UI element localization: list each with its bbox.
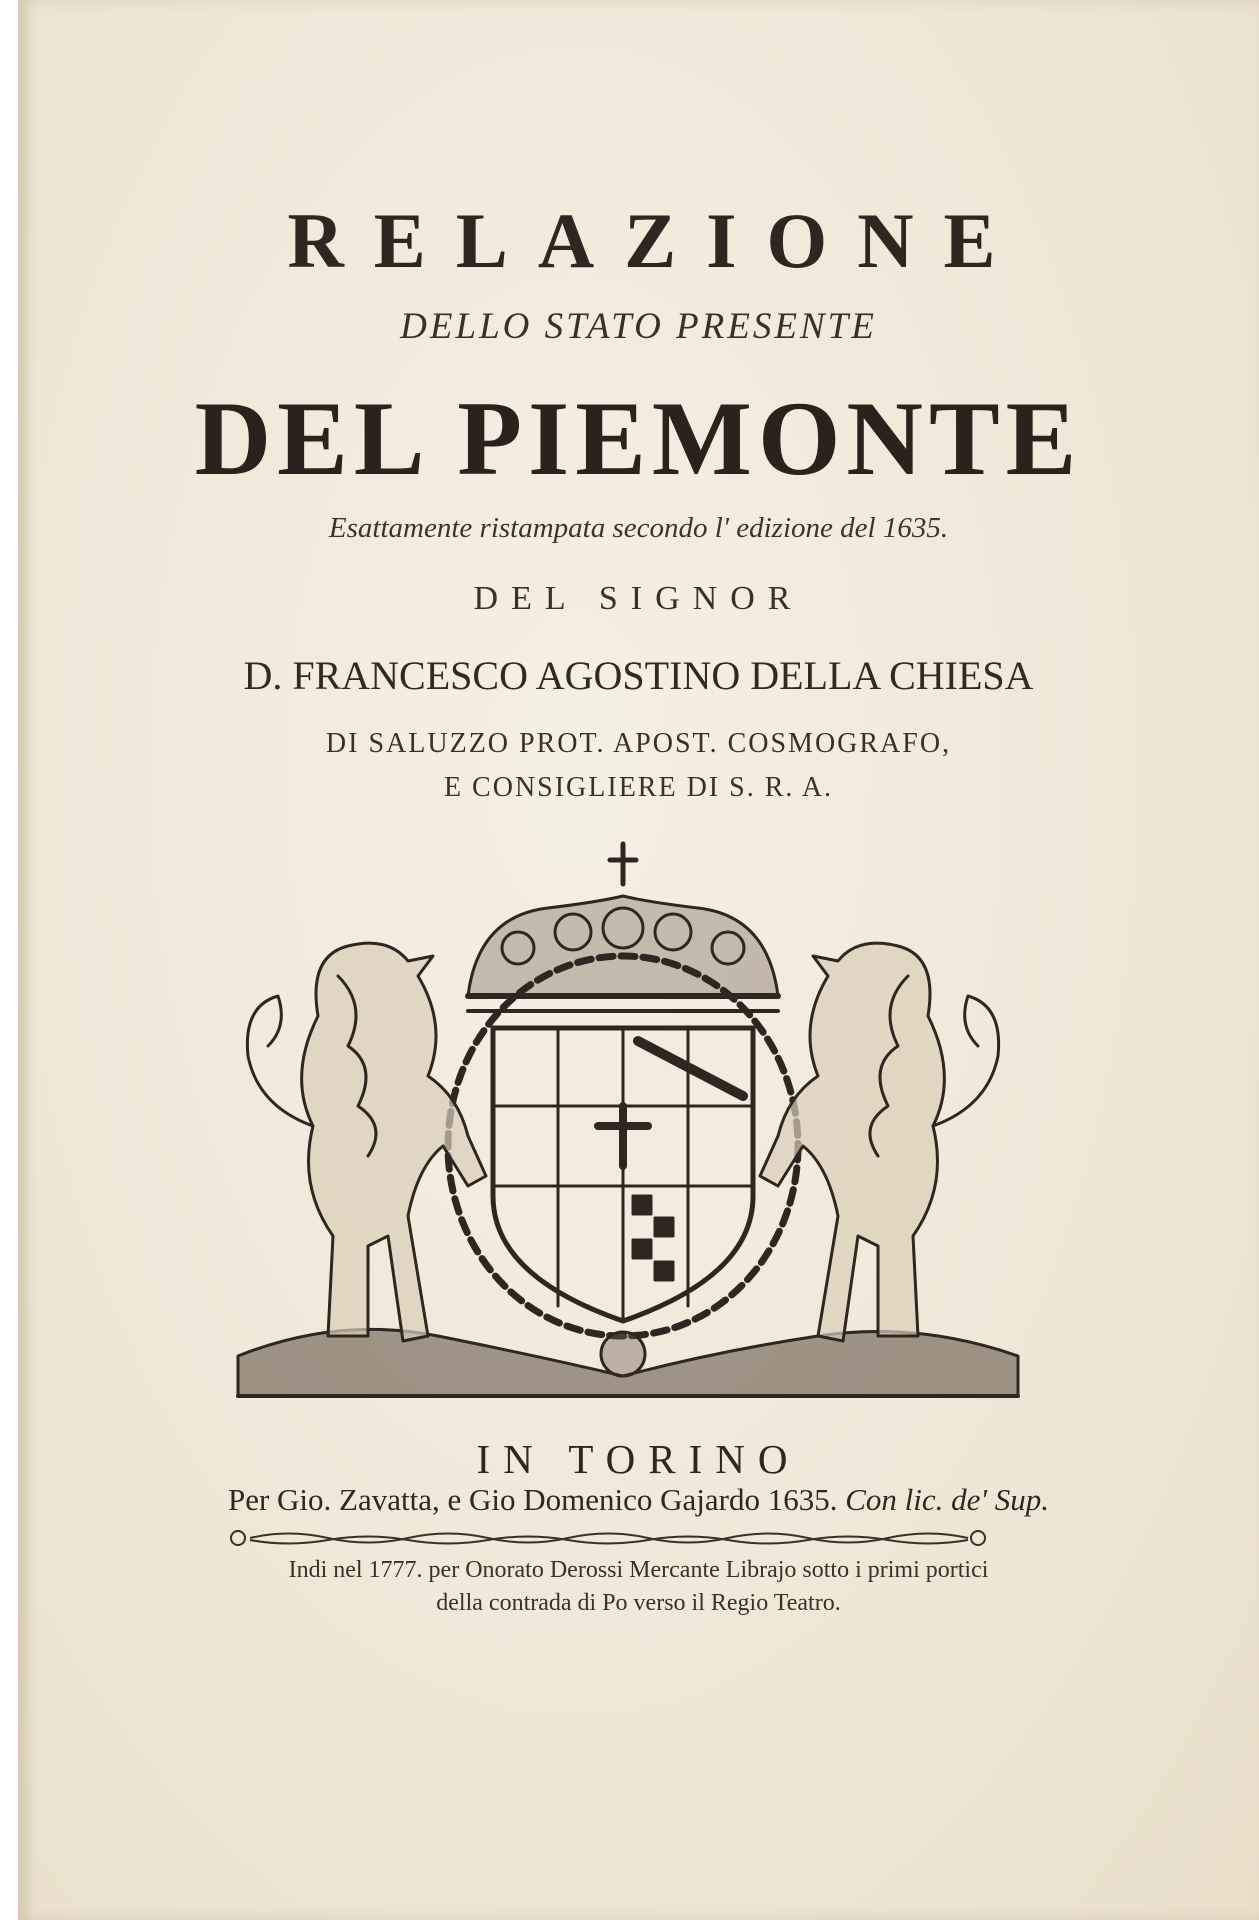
coat-of-arms-with-lions-icon	[218, 836, 1028, 1416]
imprint-place: IN TORINO	[476, 1436, 801, 1482]
author-name: D. FRANCESCO AGOSTINO DELLA CHIESA	[243, 653, 1034, 698]
by-line: DEL SIGNOR	[473, 580, 804, 617]
reprint-line-1: Indi nel 1777. per Onorato Derossi Mercante Librajo sotto i primi portici	[288, 1557, 989, 1583]
title-page	[18, 0, 1259, 1920]
reprint-line-2: della contrada di Po verso il Regio Teatro.	[436, 1590, 841, 1616]
ornamental-rule-icon	[228, 1527, 988, 1549]
imprint-printer-line	[18, 1482, 1259, 1518]
book-main-title: DEL PIEMONTE	[194, 380, 1083, 497]
printer-text: Per Gio. Zavatta, e Gio Domenico Gajardo 1635.	[227, 1482, 838, 1517]
book-subtitle: DELLO STATO PRESENTE	[400, 306, 877, 347]
book-title: RELAZIONE	[287, 197, 1026, 284]
license-text: Con lic. de' Sup.	[845, 1482, 1050, 1517]
edition-note: Esattamente ristampata secondo l' edizione del 1635.	[328, 512, 949, 544]
author-titles-line-2: E CONSIGLIERE DI S. R. A.	[443, 772, 834, 803]
author-titles-line-1: DI SALUZZO PROT. APOST. COSMOGRAFO,	[325, 728, 952, 759]
